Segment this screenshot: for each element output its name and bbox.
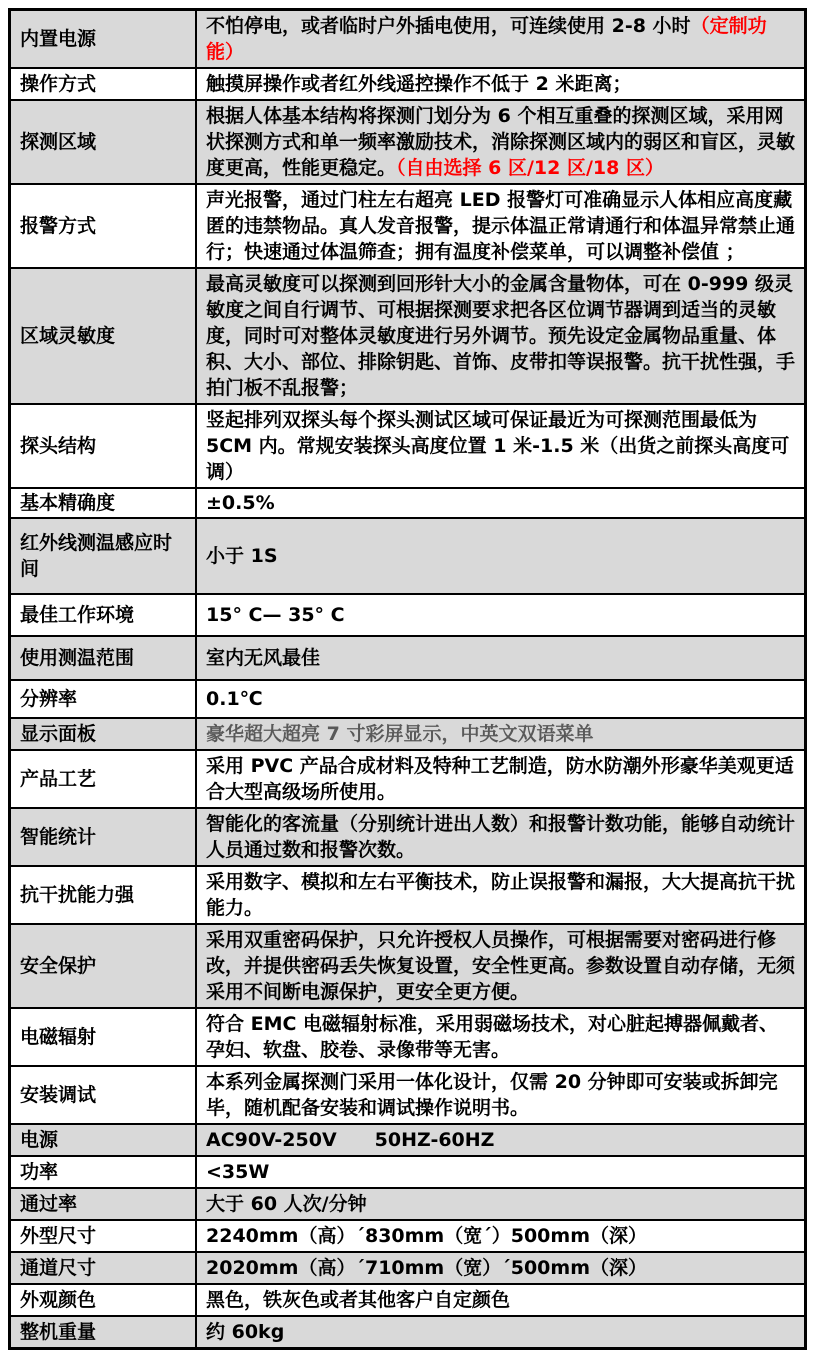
spec-value-text: 不怕停电，或者临时户外插电使用，可连续使用 2-8 小时 [206, 15, 691, 37]
spec-label-cell: 操作方式 [10, 68, 197, 100]
spec-label-cell: 使用测温范围 [10, 636, 197, 680]
spec-value-text: 15° C— 35° C [206, 604, 345, 626]
spec-value-cell [196, 594, 806, 636]
spec-label-cell: 区域灵敏度 [10, 268, 197, 404]
table-row [10, 1066, 806, 1124]
spec-label-cell: 基本精确度 [10, 488, 197, 518]
spec-value-cell [196, 518, 806, 594]
spec-label-cell: 安全保护 [10, 924, 197, 1008]
spec-value-highlight: （自由选择 6 区/12 区/18 区） [396, 157, 664, 179]
spec-label-cell: 报警方式 [10, 184, 197, 268]
spec-value-text: 声光报警，通过门柱左右超亮 LED 报警灯可准确显示人体相应高度藏匿的违禁物品。真人发音报警，提示体温正常请通行和体温异常禁止通行；快速通过体温筛查；拥有温度补偿菜单，可以调整补偿值 ； [206, 189, 796, 263]
table-row [10, 1220, 806, 1252]
spec-value-cell [196, 1008, 806, 1066]
spec-value-text: <35W [206, 1161, 270, 1183]
spec-value-text: 采用 PVC 产品合成材料及特种工艺制造，防水防潮外形豪华美观更适合大型高级场所使用。 [206, 755, 794, 803]
spec-value-cell [196, 924, 806, 1008]
table-row [10, 268, 806, 404]
spec-value-text: ±0.5% [206, 492, 275, 514]
spec-value-cell [196, 10, 806, 69]
spec-value-cell [196, 68, 806, 100]
table-row [10, 680, 806, 718]
spec-value-text: 符合 EMC 电磁辐射标准，采用弱磁场技术，对心脏起搏器佩戴者、孕妇、软盘、胶卷、录像带等无害。 [206, 1013, 779, 1061]
spec-value-cell [196, 866, 806, 924]
spec-label-cell: 内置电源 [10, 10, 197, 69]
spec-label-cell: 整机重量 [10, 1316, 197, 1349]
spec-value-cell [196, 1220, 806, 1252]
spec-value-text: 根据人体基本结构将探测门划分为 6 个相互重叠的探测区域，采用网状探测方式和单一频率激励技术，消除探测区域内的弱区和盲区，灵敏度更高，性能更稳定。 [206, 105, 796, 179]
table-row [10, 750, 806, 808]
spec-value-cell [196, 100, 806, 184]
table-row [10, 718, 806, 750]
table-row [10, 488, 806, 518]
spec-value-text: 本系列金属探测门采用一体化设计，仅需 20 分钟即可安装或拆卸完毕，随机配备安装和调试操作说明书。 [206, 1071, 778, 1119]
spec-label-cell: 探测区域 [10, 100, 197, 184]
spec-value-text: 小于 1S [206, 545, 278, 567]
table-row [10, 100, 806, 184]
spec-label-cell: 外型尺寸 [10, 1220, 197, 1252]
spec-value-cell [196, 1252, 806, 1284]
spec-value-text: 采用数字、模拟和左右平衡技术，防止误报警和漏报，大大提高抗干扰能力。 [206, 871, 796, 919]
spec-value-cell [196, 1066, 806, 1124]
spec-value-text: 竖起排列双探头每个探头测试区域可保证最近为可探测范围最低为 5CM 内。常规安装探头高度位置 1 米-1.5 米（出货之前探头高度可调） [206, 409, 790, 483]
table-row [10, 924, 806, 1008]
table-row [10, 636, 806, 680]
spec-value-cell [196, 718, 806, 750]
spec-value-text: 智能化的客流量（分别统计进出人数）和报警计数功能，能够自动统计人员通过数和报警次数。 [206, 813, 796, 861]
spec-label-cell: 功率 [10, 1156, 197, 1188]
spec-value-cell [196, 636, 806, 680]
spec-value-cell [196, 1316, 806, 1349]
spec-value-cell [196, 268, 806, 404]
spec-label-cell: 产品工艺 [10, 750, 197, 808]
table-row [10, 1284, 806, 1316]
spec-table [8, 8, 807, 1350]
spec-value-cell [196, 1124, 806, 1156]
spec-label-cell: 分辨率 [10, 680, 197, 718]
table-row [10, 1156, 806, 1188]
spec-value-cell [196, 750, 806, 808]
spec-value-cell [196, 184, 806, 268]
spec-label-cell: 电源 [10, 1124, 197, 1156]
spec-table-body [10, 10, 806, 1349]
spec-value-text: 0.1℃ [206, 688, 263, 710]
table-row [10, 1252, 806, 1284]
spec-value-highlight: （定制功能） [206, 15, 767, 63]
spec-label-cell: 通过率 [10, 1188, 197, 1220]
spec-value-text: 最高灵敏度可以探测到回形针大小的金属含量物体，可在 0-999 级灵敏度之间自行调节、可根据探测要求把各区位调节器调到适当的灵敏度，同时可对整体灵敏度进行另外调节。预先设定金属物品重量、体积、大小、部位、排除钥匙、首饰、皮带扣等误报警。抗干扰性强，手拍门板不乱报警； [206, 273, 796, 399]
table-row [10, 518, 806, 594]
spec-label-cell: 探头结构 [10, 404, 197, 488]
spec-label-cell: 显示面板 [10, 718, 197, 750]
spec-label-cell: 安装调试 [10, 1066, 197, 1124]
spec-value-text: 大于 60 人次/分钟 [206, 1193, 367, 1215]
spec-value-cell [196, 680, 806, 718]
spec-value-text: 约 60kg [206, 1321, 285, 1343]
table-row [10, 68, 806, 100]
spec-label-cell: 抗干扰能力强 [10, 866, 197, 924]
spec-label-cell: 智能统计 [10, 808, 197, 866]
spec-value-cell [196, 1284, 806, 1316]
spec-label-cell: 最佳工作环境 [10, 594, 197, 636]
table-row [10, 808, 806, 866]
table-row [10, 10, 806, 69]
table-row [10, 1316, 806, 1349]
spec-value-cell [196, 1156, 806, 1188]
table-row [10, 594, 806, 636]
table-row [10, 404, 806, 488]
spec-value-text: 豪华超大超亮 7 寸彩屏显示，中英文双语菜单 [206, 723, 594, 745]
spec-value-text: 采用双重密码保护，只允许授权人员操作，可根据需要对密码进行修改，并提供密码丢失恢复设置，安全性更高。参数设置自动存储，无须采用不间断电源保护，更安全更方便。 [206, 929, 796, 1003]
spec-value-text: 2020mm（高）´710mm（宽）´500mm（深） [206, 1257, 647, 1279]
table-row [10, 866, 806, 924]
spec-value-cell [196, 1188, 806, 1220]
spec-value-text: 2240mm（高）´830mm（宽´）500mm（深） [206, 1225, 647, 1247]
spec-label-cell: 电磁辐射 [10, 1008, 197, 1066]
spec-label-cell: 通道尺寸 [10, 1252, 197, 1284]
spec-label-cell: 外观颜色 [10, 1284, 197, 1316]
spec-value-cell [196, 404, 806, 488]
table-row [10, 1124, 806, 1156]
spec-value-text: 黑色，铁灰色或者其他客户自定颜色 [206, 1289, 511, 1311]
spec-value-text: 室内无风最佳 [206, 647, 321, 669]
table-row [10, 184, 806, 268]
spec-value-cell [196, 808, 806, 866]
spec-value-cell [196, 488, 806, 518]
spec-value-text: AC90V-250V 50HZ-60HZ [206, 1129, 495, 1151]
spec-value-text: 触摸屏操作或者红外线遥控操作不低于 2 米距离； [206, 73, 632, 95]
spec-label-cell: 红外线测温感应时间 [10, 518, 197, 594]
table-row [10, 1008, 806, 1066]
table-row [10, 1188, 806, 1220]
